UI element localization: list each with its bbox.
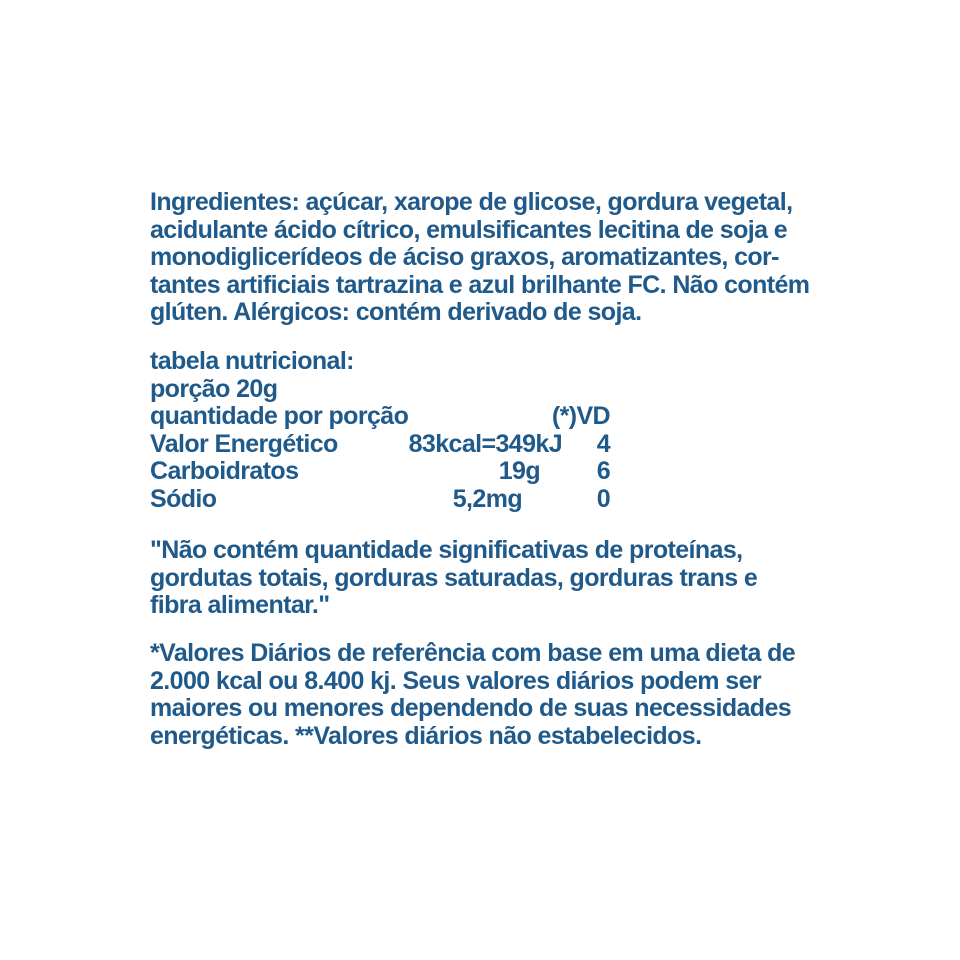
nutrition-row-sodium bbox=[150, 486, 610, 514]
footnote-line: 2.000 kcal ou 8.400 kj. Seus valores diários podem ser bbox=[150, 666, 761, 695]
nutrition-row-label: Valor Energético bbox=[150, 429, 338, 458]
nutrition-header-label: quantidade por porção bbox=[150, 402, 409, 430]
notice-line: fibra alimentar." bbox=[150, 591, 330, 619]
nutrition-title: tabela nutricional: bbox=[150, 347, 354, 375]
ingredients-line: glúten. Alérgicos: contém derivado de soja. bbox=[150, 298, 642, 326]
ingredients-text bbox=[150, 189, 809, 327]
nutrition-row-label: Carboidratos bbox=[150, 457, 299, 485]
footnote-line: maiores ou menores dependendo de suas necessidades bbox=[150, 694, 792, 722]
ingredients-line: acidulante ácido cítrico, emulsificantes lecitina de soja e bbox=[150, 215, 788, 244]
daily-values-footnote bbox=[150, 640, 795, 750]
nutrition-row-carbs bbox=[150, 458, 610, 486]
nutrition-row-vd: 0 bbox=[596, 484, 610, 513]
ingredients-line: tantes artificiais tartrazina e azul brilhante FC. Não contém bbox=[150, 270, 810, 299]
footnote-line: *Valores Diários de referência com base em uma dieta de bbox=[150, 639, 796, 667]
nutrition-table bbox=[150, 348, 610, 513]
ingredients-line: Ingredientes: açúcar, xarope de glicose, gordura vegetal, bbox=[150, 188, 793, 216]
footnote-line: energéticas. **Valores diários não estabelecidos. bbox=[150, 721, 702, 750]
nutrition-header-row bbox=[150, 403, 610, 431]
nutrition-header-vd: (*)VD bbox=[551, 402, 610, 430]
nutrition-row-amount: 5,2mg bbox=[452, 484, 522, 513]
nutrition-row-label: Sódio bbox=[150, 484, 217, 513]
nutrition-row-amount: 83kcal=349kJ bbox=[408, 429, 562, 458]
notice-line: "Não contém quantidade significativas de proteínas, bbox=[150, 536, 743, 564]
nutrition-row-amount: 19g bbox=[498, 457, 540, 485]
ingredients-line: monodiglicerídeos de áciso graxos, aromatizantes, cor- bbox=[150, 243, 779, 271]
nutrition-row-energy bbox=[150, 431, 610, 459]
nutrition-row-vd: 4 bbox=[596, 429, 610, 458]
notice-line: gordutas totais, gorduras saturadas, gorduras trans e bbox=[150, 563, 758, 592]
nutrition-portion: porção 20g bbox=[150, 374, 278, 403]
nutrition-row-vd: 6 bbox=[596, 457, 610, 485]
nutrition-notice bbox=[150, 537, 757, 620]
